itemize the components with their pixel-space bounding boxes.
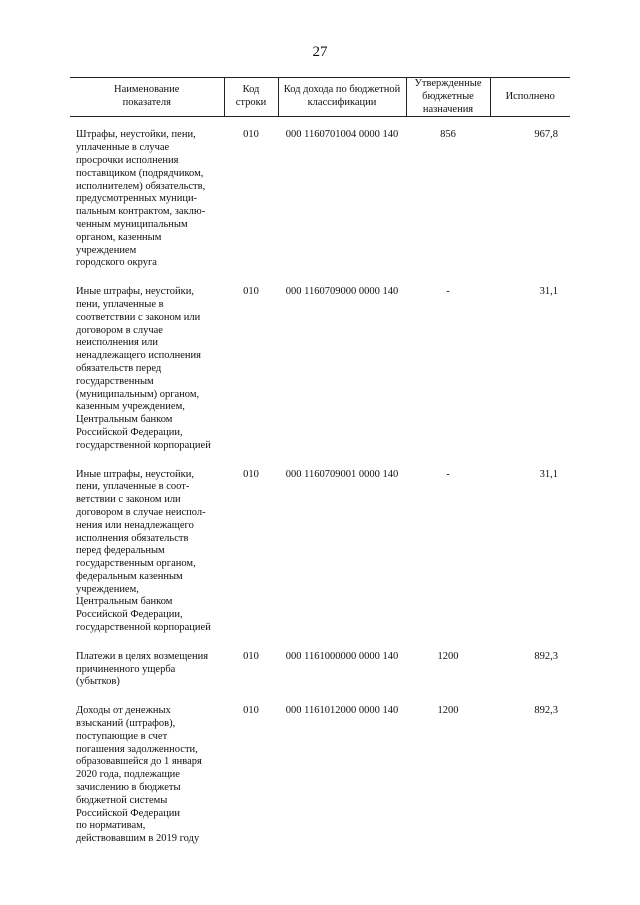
cell-indicator-name <box>70 705 224 862</box>
indicator-name-line: городского округа <box>76 257 157 269</box>
table-row <box>70 117 570 286</box>
indicator-name-line: зачислению в бюджеты <box>76 782 181 794</box>
indicator-name-line: перед федеральным <box>76 545 165 557</box>
cell-indicator-name <box>70 117 224 286</box>
header-approved <box>406 78 490 117</box>
cell-approved: - <box>446 468 450 480</box>
indicator-name-line: Центральным банком <box>76 414 173 426</box>
cell-indicator-name <box>70 286 224 468</box>
table-row <box>70 469 570 651</box>
indicator-name-line: исполнения обязательств <box>76 532 189 544</box>
indicator-name-line: исполнителем) обязательств, <box>76 180 206 192</box>
table-row <box>70 705 570 862</box>
header-text: назначения <box>422 103 474 115</box>
cell-executed: 967,8 <box>534 129 558 141</box>
table-row <box>70 651 570 705</box>
cell-line-code: 010 <box>243 705 259 717</box>
indicator-name-line: Российской Федерации, <box>76 609 183 621</box>
indicator-name-line: предусмотренных муници- <box>76 193 198 205</box>
indicator-name-line: пени, уплаченные в соот- <box>76 481 190 493</box>
indicator-name-line: обязательств перед <box>76 362 162 374</box>
indicator-name-line: государственной корпорацией <box>76 622 211 634</box>
indicator-name-line: государственным органом, <box>76 558 196 570</box>
header-income-code <box>278 78 406 117</box>
indicator-name-line: государственной корпорацией <box>76 439 211 451</box>
indicator-name-line: Иные штрафы, неустойки, <box>76 286 194 298</box>
page-number: 27 <box>312 44 328 60</box>
indicator-name-line: казенным учреждением, <box>76 401 185 413</box>
indicator-name-line: 2020 года, подлежащие <box>76 769 180 781</box>
cell-line-code: 010 <box>243 468 259 480</box>
indicator-name-line: ненадлежащего исполнения <box>76 350 201 362</box>
indicator-name-line: (муниципальным) органом, <box>76 388 200 400</box>
cell-approved: - <box>446 286 450 298</box>
table-row <box>70 286 570 468</box>
indicator-name-line: пальным контрактом, заклю- <box>76 206 206 218</box>
indicator-name-line: погашения задолженности, <box>76 743 198 755</box>
header-text: Код дохода по бюджетной <box>283 84 401 96</box>
table-body <box>70 117 570 862</box>
indicator-name-line: просрочки исполнения <box>76 154 179 166</box>
indicator-name-line: учреждением <box>76 244 137 256</box>
cell-indicator-name <box>70 651 224 705</box>
header-text: Наименование <box>114 84 180 96</box>
indicator-name-line: действовавшим в 2019 году <box>76 833 200 845</box>
indicator-name-line: по нормативам, <box>76 820 146 832</box>
cell-executed: 31,1 <box>539 286 558 298</box>
indicator-name-line: федеральным казенным <box>76 570 183 582</box>
indicator-name-line: (убытков) <box>76 676 120 688</box>
header-text: показателя <box>122 97 171 109</box>
cell-line-code: 010 <box>243 650 259 662</box>
header-text: строки <box>235 97 267 109</box>
cell-income-code: 000 1160709000 0000 140 <box>285 286 399 298</box>
header-name <box>70 78 224 117</box>
indicator-name-line: ветствии с законом или <box>76 494 181 506</box>
indicator-name-line: образовавшейся до 1 января <box>76 756 202 768</box>
revenue-table <box>70 77 570 862</box>
indicator-name-line: Иные штрафы, неустойки, <box>76 468 194 480</box>
cell-income-code: 000 1161000000 0000 140 <box>285 650 399 662</box>
indicator-name-line: Российской Федерации <box>76 807 180 819</box>
cell-income-code: 000 1160709001 0000 140 <box>285 468 399 480</box>
indicator-name-line: договором в случае неиспол- <box>76 506 206 518</box>
indicator-name-line: соответствии с законом или <box>76 311 201 323</box>
cell-income-code: 000 1161012000 0000 140 <box>285 705 399 717</box>
indicator-name-line: Российской Федерации, <box>76 426 183 438</box>
indicator-name-line: Центральным банком <box>76 596 173 608</box>
cell-executed: 892,3 <box>534 705 558 717</box>
cell-line-code: 010 <box>243 129 259 141</box>
indicator-name-line: Штрафы, неустойки, пени, <box>76 129 196 141</box>
indicator-name-line: договором в случае <box>76 324 163 336</box>
cell-approved: 1200 <box>437 650 459 662</box>
indicator-name-line: государственным <box>76 375 154 387</box>
indicator-name-line: Платежи в целях возмещения <box>76 650 209 662</box>
cell-income-code: 000 1160701004 0000 140 <box>285 129 399 141</box>
header-text: бюджетные <box>422 90 474 102</box>
indicator-name-line: поступающие в счет <box>76 730 168 742</box>
header-text: Утвержденные <box>414 78 482 89</box>
indicator-name-line: ченным муниципальным <box>76 218 188 230</box>
indicator-name-line: неисполнения или <box>76 337 158 349</box>
indicator-name-line: бюджетной системы <box>76 794 168 806</box>
indicator-name-line: поставщиком (подрядчиком, <box>76 167 204 179</box>
cell-indicator-name <box>70 469 224 651</box>
cell-executed: 892,3 <box>534 650 558 662</box>
header-executed <box>490 78 570 117</box>
indicator-name-line: пени, уплаченные в <box>76 298 164 310</box>
indicator-name-line: учреждением, <box>76 583 139 595</box>
header-text: классификации <box>307 97 377 109</box>
indicator-name-line: органом, казенным <box>76 231 162 243</box>
header-line-code <box>224 78 278 117</box>
cell-executed: 31,1 <box>539 468 558 480</box>
cell-line-code: 010 <box>243 286 259 298</box>
header-text: Исполнено <box>505 90 555 102</box>
header-text: Код <box>242 84 260 96</box>
indicator-name-line: уплаченные в случае <box>76 142 170 154</box>
table-header-row <box>70 78 570 117</box>
cell-approved: 1200 <box>437 705 459 717</box>
indicator-name-line: Доходы от денежных <box>76 705 171 717</box>
cell-approved: 856 <box>440 129 456 141</box>
indicator-name-line: причиненного ущерба <box>76 663 176 675</box>
indicator-name-line: взысканий (штрафов), <box>76 718 176 730</box>
indicator-name-line: нения или ненадлежащего <box>76 519 194 531</box>
